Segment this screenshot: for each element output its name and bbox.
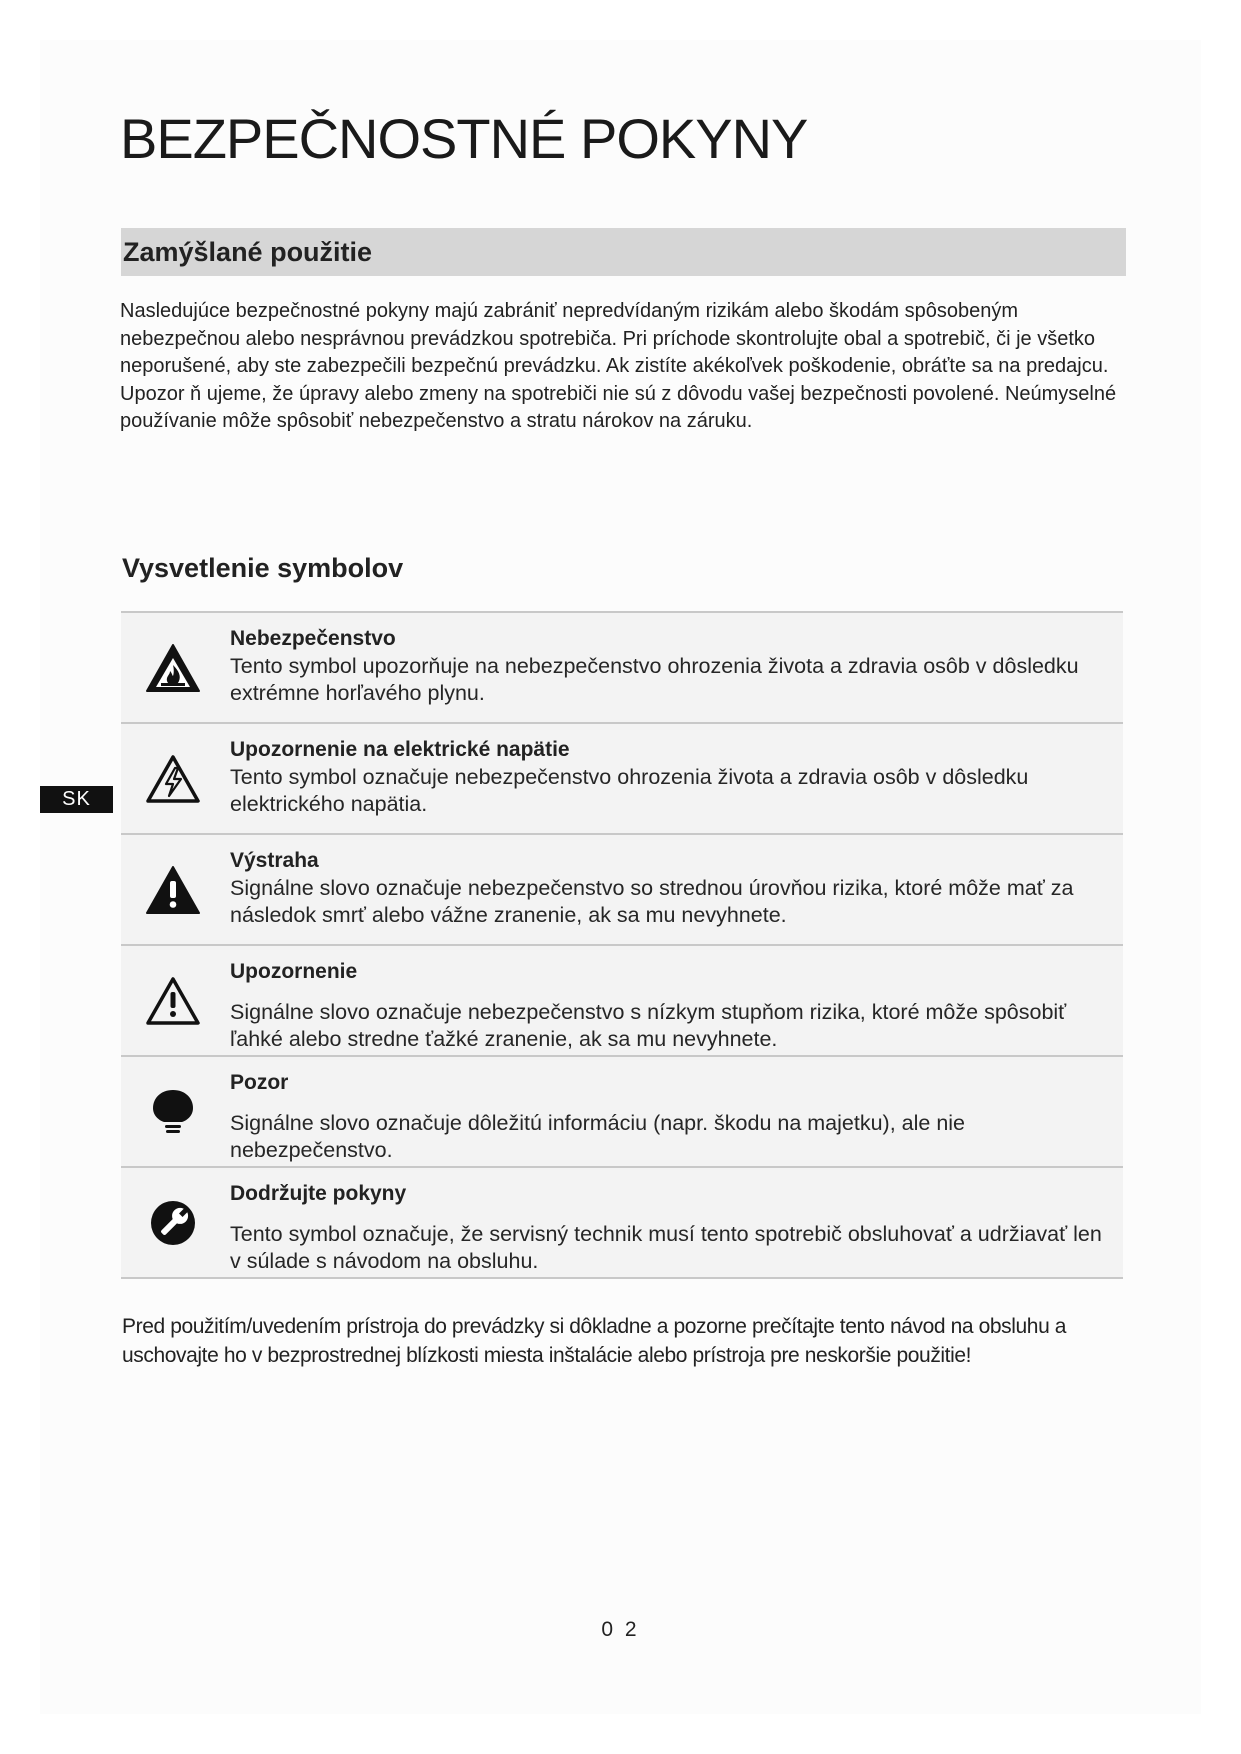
symbols-heading: Vysvetlenie symbolov: [122, 553, 404, 583]
filled-warning-icon: [143, 835, 203, 944]
language-tab: SK: [40, 786, 113, 813]
symbol-description: Signálne slovo označuje nebezpečenstvo s nízkym stupňom rizika, ktoré môže spôsobiť ľahké alebo stredne ťažké zranenie, ak sa mu nevyhnete.: [230, 1000, 1067, 1051]
symbol-row-notice: [121, 1057, 1123, 1168]
symbol-description: Signálne slovo označuje dôležitú informáciu (napr. škodu na majetku), ale nie nebezpečenstvo.: [230, 1111, 966, 1162]
symbol-description: Tento symbol označuje nebezpečenstvo ohrozenia života a zdravia osôb v dôsledku elektrického napätia.: [230, 765, 1029, 816]
symbol-description: Tento symbol označuje, že servisný technik musí tento spotrebič obsluhovať a udržiavať len v súlade s návodom na obsluhu.: [230, 1222, 1102, 1273]
intended-use-heading: Zamýšlané použitie: [123, 237, 373, 267]
symbol-title: Dodržujte pokyny: [230, 1182, 407, 1205]
symbol-title: Pozor: [230, 1071, 289, 1094]
lightbulb-icon: [143, 1057, 203, 1166]
footer-note: Pred použitím/uvedením prístroja do prevádzky si dôkladne a pozorne prečítajte tento návod na obsluhu a uschovajte ho v bezprostrednej blízkosti miesta inštalácie alebo prístroja pre neskoršie použitie!: [122, 1315, 1067, 1367]
symbol-title: Výstraha: [230, 849, 319, 872]
symbol-title: Upozornenie: [230, 960, 358, 983]
flammable-warning-icon: [143, 613, 203, 722]
symbol-row-electrical: [121, 724, 1123, 835]
symbol-title: Nebezpečenstvo: [230, 627, 396, 650]
outline-warning-icon: [143, 946, 203, 1055]
intended-use-header: [121, 228, 1126, 276]
intended-use-text: Nasledujúce bezpečnostné pokyny majú zabrániť nepredvídaným rizikám alebo škodám spôsobeným nebezpečnou alebo nesprávnou prevádzkou spotrebiča. Pri príchode skontrolujte obal a spotrebič, či je všetko neporušené, aby ste zabezpečili bezpečnú prevádzku. Ak zistíte akékoľvek poškodenie, obráťte sa na predajcu. Upozor ň ujeme, že úpravy alebo zmeny na spotrebiči nie sú z dôvodu vašej bezpečnosti povolené. Neúmyselné používanie môže spôsobiť nebezpečenstvo a stratu nárokov na záruku.: [120, 300, 1117, 432]
symbol-row-danger: [121, 613, 1123, 724]
symbol-description: Signálne slovo označuje nebezpečenstvo so strednou úrovňou rizika, ktoré môže mať za následok smrť alebo vážne zranenie, ak sa mu nevyhnete.: [230, 876, 1074, 927]
symbol-description: Tento symbol upozorňuje na nebezpečenstvo ohrozenia života a zdravia osôb v dôsledku extrémne horľavého plynu.: [230, 654, 1079, 705]
page-number: 0 2: [601, 1618, 640, 1641]
electrical-voltage-warning-icon: [143, 724, 203, 833]
symbol-row-warning: [121, 835, 1123, 946]
page-title: BEZPEČNOSTNÉ POKYNY: [120, 107, 808, 170]
symbol-row-caution: [121, 946, 1123, 1057]
symbol-title: Upozornenie na elektrické napätie: [230, 738, 570, 761]
symbols-table: [121, 611, 1123, 1279]
wrench-icon: [143, 1168, 203, 1277]
symbol-row-follow-instructions: [121, 1168, 1123, 1279]
